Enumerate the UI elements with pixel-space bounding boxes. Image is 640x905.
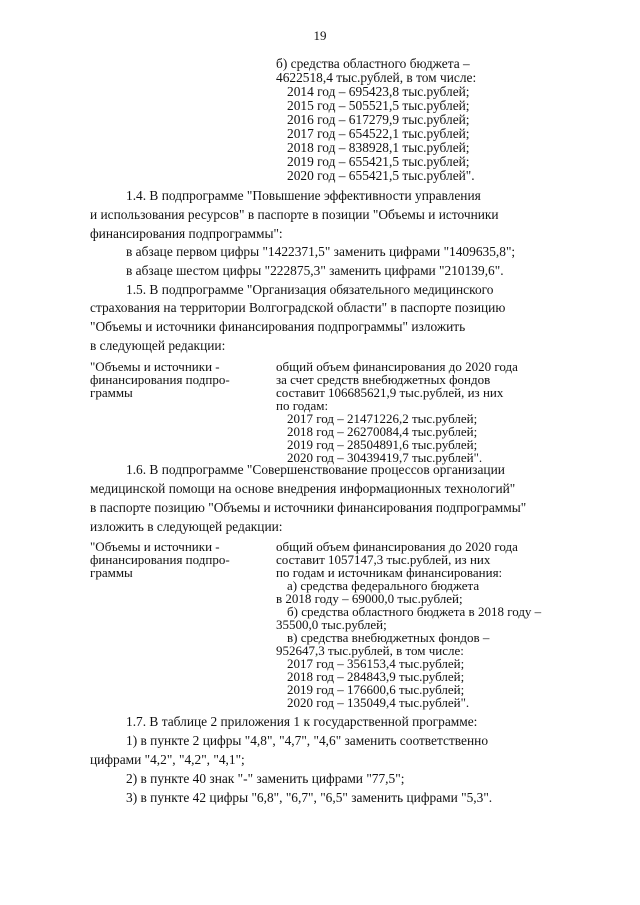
p16-right: в 2018 году – 69000,0 тыс.рублей; — [276, 591, 463, 606]
p17-line: 1.7. В таблице 2 приложения 1 к государственной программе: — [126, 714, 478, 729]
block-b-total: 4622518,4 тыс.рублей, в том числе: — [276, 70, 477, 85]
p15-year: 2020 год – 30439419,7 тыс.рублей". — [287, 450, 483, 465]
p16-line: в паспорте позицию "Объемы и источники финансирования подпрограммы" — [90, 500, 527, 515]
p16-right: по годам и источникам финансирования: — [276, 565, 503, 580]
p15-left: граммы — [90, 385, 133, 400]
block-b-year: 2014 год – 695423,8 тыс.рублей; — [287, 84, 470, 99]
p15-left: финансирования подпро- — [90, 372, 230, 387]
p14-line: в абзаце первом цифры "1422371,5" заменить цифрами "1409635,8"; — [126, 244, 516, 259]
p14-line: в абзаце шестом цифры "222875,3" заменить цифрами "210139,6". — [126, 263, 504, 278]
p17-line: 2) в пункте 40 знак "-" заменить цифрами "77,5"; — [126, 771, 405, 786]
p15-line: страхования на территории Волгоградской области" в паспорте позицию — [90, 300, 506, 315]
p17-line: 1) в пункте 2 цифры "4,8", "4,7", "4,6" заменить соответственно — [126, 733, 489, 748]
p15-line: в следующей редакции: — [90, 338, 226, 353]
p14-line: и использования ресурсов" в паспорте в позиции "Объемы и источники — [90, 207, 499, 222]
p16-year: 2018 год – 284843,9 тыс.рублей; — [287, 669, 465, 684]
p16-line: 1.6. В подпрограмме "Совершенствование процессов организации — [126, 462, 505, 477]
p15-left: "Объемы и источники - — [90, 359, 220, 374]
p16-line: изложить в следующей редакции: — [90, 519, 283, 534]
p15-year: 2019 год – 28504891,6 тыс.рублей; — [287, 437, 478, 452]
p16-right: в) средства внебюджетных фондов – — [287, 630, 490, 645]
p17-line: цифрами "4,2", "4,2", "4,1"; — [90, 752, 245, 767]
block-b-year: 2020 год – 655421,5 тыс.рублей". — [287, 168, 475, 183]
p16-right: 35500,0 тыс.рублей; — [276, 617, 387, 632]
p15-year: 2018 год – 26270084,4 тыс.рублей; — [287, 424, 478, 439]
p16-line: медицинской помощи на основе внедрения информационных технологий" — [90, 481, 516, 496]
block-b-year: 2015 год – 505521,5 тыс.рублей; — [287, 98, 470, 113]
p16-left: финансирования подпро- — [90, 552, 230, 567]
p17-line: 3) в пункте 42 цифры "6,8", "6,7", "6,5" заменить цифрами "5,3". — [126, 790, 493, 805]
p15-right: составит 106685621,9 тыс.рублей, из них — [276, 385, 504, 400]
p16-year: 2019 год – 176600,6 тыс.рублей; — [287, 682, 465, 697]
p15-right: общий объем финансирования до 2020 года — [276, 359, 518, 374]
block-b-head: б) средства областного бюджета – — [276, 56, 470, 71]
page-number: 19 — [313, 28, 327, 43]
p16-year: 2017 год – 356153,4 тыс.рублей; — [287, 656, 465, 671]
p15-year: 2017 год – 21471226,2 тыс.рублей; — [287, 411, 478, 426]
p15-line: "Объемы и источники финансирования подпрограммы" изложить — [90, 319, 466, 334]
p15-right: за счет средств внебюджетных фондов — [276, 372, 491, 387]
p14-line: 1.4. В подпрограмме "Повышение эффективности управления — [126, 188, 481, 203]
p16-right: 952647,3 тыс.рублей, в том числе: — [276, 643, 464, 658]
p16-right: б) средства областного бюджета в 2018 году – — [287, 604, 542, 619]
p16-right: общий объем финансирования до 2020 года — [276, 539, 518, 554]
block-b-year: 2017 год – 654522,1 тыс.рублей; — [287, 126, 470, 141]
p16-left: граммы — [90, 565, 133, 580]
p15-line: 1.5. В подпрограмме "Организация обязательного медицинского — [126, 282, 494, 297]
p16-year: 2020 год – 135049,4 тыс.рублей". — [287, 695, 470, 710]
p16-right: составит 1057147,3 тыс.рублей, из них — [276, 552, 491, 567]
p15-right: по годам: — [276, 398, 329, 413]
block-b-year: 2019 год – 655421,5 тыс.рублей; — [287, 154, 470, 169]
p16-right: а) средства федерального бюджета — [287, 578, 480, 593]
block-b-year: 2018 год – 838928,1 тыс.рублей; — [287, 140, 470, 155]
block-b-year: 2016 год – 617279,9 тыс.рублей; — [287, 112, 470, 127]
p14-line: финансирования подпрограммы": — [90, 226, 283, 241]
p16-left: "Объемы и источники - — [90, 539, 220, 554]
